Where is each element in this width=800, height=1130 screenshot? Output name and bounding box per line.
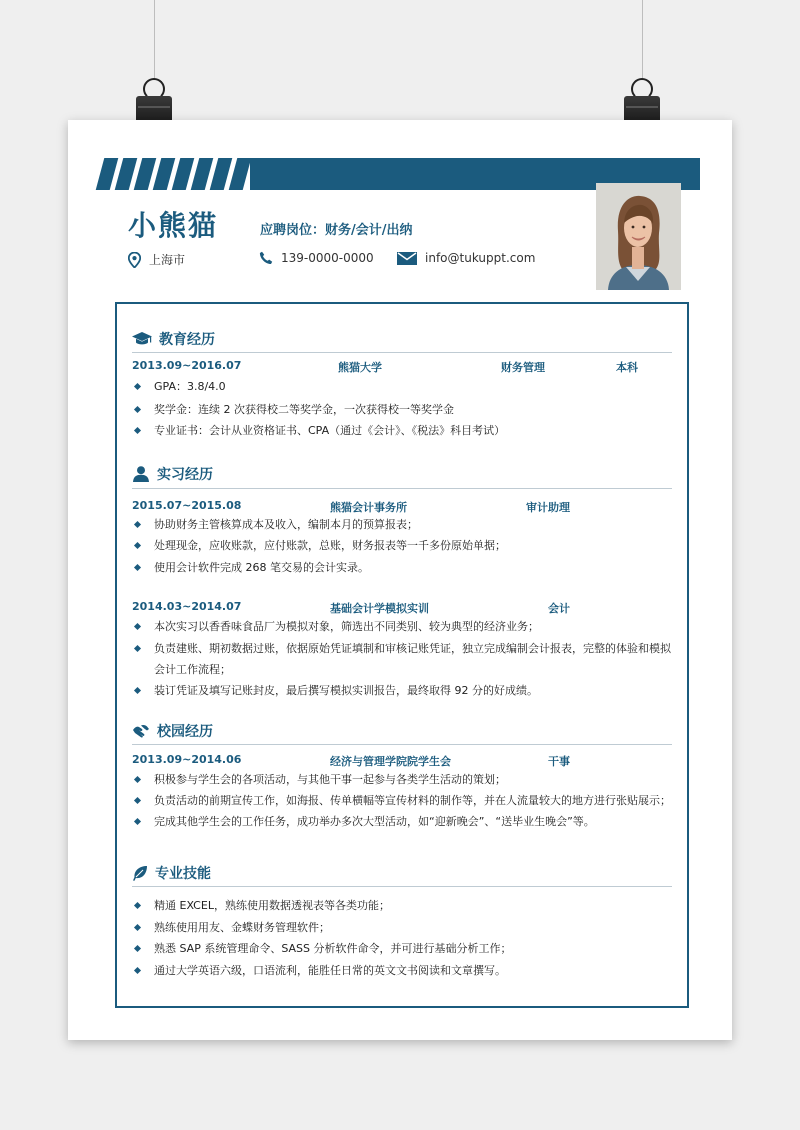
education-major: 财务管理 <box>501 361 545 374</box>
internship-2-org: 基础会计学模拟实训 <box>330 602 429 615</box>
phone-icon <box>259 251 273 265</box>
internship-item-continuation: 会计工作流程； <box>154 663 231 676</box>
education-school: 熊猫大学 <box>338 361 382 374</box>
internship-1-period: 2015.07~2015.08 <box>132 499 242 512</box>
contact-phone <box>259 251 374 265</box>
internship-1-role: 审计助理 <box>526 501 570 514</box>
section-campus-title <box>132 721 213 741</box>
education-degree: 本科 <box>616 361 638 374</box>
hanging-string-right <box>642 0 643 78</box>
graduation-cap-icon <box>132 332 152 346</box>
campus-item: 负责活动的前期宣传工作，如海报、传单横幅等宣传材料的制作等，并在人流量较大的地方进行张贴展示； <box>132 790 672 811</box>
internship-item: 协助财务主管核算成本及收入，编制本月的预算报表； <box>132 514 672 535</box>
education-item: GPA：3.8/4.0 <box>132 376 672 397</box>
section-education-divider <box>132 352 672 353</box>
envelope-icon <box>397 252 417 265</box>
section-campus-label: 校园经历 <box>157 724 213 740</box>
internship-item: 本次实习以香香味食品厂为模拟对象，筛选出不同类别、较为典型的经济业务； <box>132 616 672 637</box>
profile-photo <box>596 183 681 290</box>
skill-item: 熟练使用用友、金蝶财务管理软件； <box>132 917 672 938</box>
hands-icon <box>132 723 150 739</box>
education-item: 奖学金：连续 2 次获得校二等奖学金，一次获得校一等奖学金 <box>132 399 672 420</box>
contact-city <box>128 251 185 268</box>
location-pin-icon <box>128 252 141 268</box>
section-campus-divider <box>132 744 672 745</box>
internship-item: 负责建账、期初数据过账，依据原始凭证填制和审核记账凭证，独立完成编制会计报表，完整的体验和模拟 <box>132 638 672 659</box>
section-internship-divider <box>132 488 672 489</box>
phone-text: 139-0000-0000 <box>281 251 374 265</box>
education-period: 2013.09~2016.07 <box>132 359 242 372</box>
campus-org: 经济与管理学院院学生会 <box>330 755 451 768</box>
internship-2-period: 2014.03~2014.07 <box>132 600 242 613</box>
skill-item: 精通 EXCEL，熟练使用数据透视表等各类功能； <box>132 895 672 916</box>
internship-item: 装订凭证及填写记账封皮，最后撰写模拟实训报告，最终取得 92 分的好成绩。 <box>132 680 672 701</box>
section-skills-label: 专业技能 <box>155 866 211 882</box>
candidate-name: 小熊猫 <box>128 209 219 242</box>
header-stripes <box>100 158 248 190</box>
section-education-title <box>132 329 215 349</box>
email-text: info@tukuppt.com <box>425 251 536 265</box>
campus-period: 2013.09~2014.06 <box>132 753 242 766</box>
internship-1-org: 熊猫会计事务所 <box>330 501 407 514</box>
section-education-label: 教育经历 <box>159 332 215 348</box>
education-item: 专业证书：会计从业资格证书、CPA（通过《会计》、《税法》科目考试） <box>132 420 672 441</box>
person-icon <box>132 466 150 482</box>
section-skills-title <box>132 863 211 883</box>
internship-item: 使用会计软件完成 268 笔交易的会计实录。 <box>132 557 672 578</box>
resume-paper <box>68 120 732 1040</box>
campus-role: 干事 <box>548 755 570 768</box>
section-internship-title <box>132 464 213 484</box>
leaf-icon <box>132 865 148 881</box>
campus-item: 完成其他学生会的工作任务，成功举办多次大型活动，如“迎新晚会”、“送毕业生晚会”等。 <box>132 811 672 832</box>
skill-item: 熟悉 SAP 系统管理命令、SASS 分析软件命令，并可进行基础分析工作； <box>132 938 672 959</box>
hanging-string-left <box>154 0 155 78</box>
internship-item: 处理现金，应收账款，应付账款，总账，财务报表等一千多份原始单据； <box>132 535 672 556</box>
internship-2-role: 会计 <box>548 602 570 615</box>
city-text: 上海市 <box>149 253 186 267</box>
section-skills-divider <box>132 886 672 887</box>
applied-position: 应聘岗位：财务/会计/出纳 <box>260 223 413 238</box>
contact-email <box>397 251 535 265</box>
section-internship-label: 实习经历 <box>157 467 213 483</box>
campus-item: 积极参与学生会的各项活动，与其他干事一起参与各类学生活动的策划； <box>132 769 672 790</box>
skill-item: 通过大学英语六级，口语流利，能胜任日常的英文文书阅读和文章撰写。 <box>132 960 672 981</box>
